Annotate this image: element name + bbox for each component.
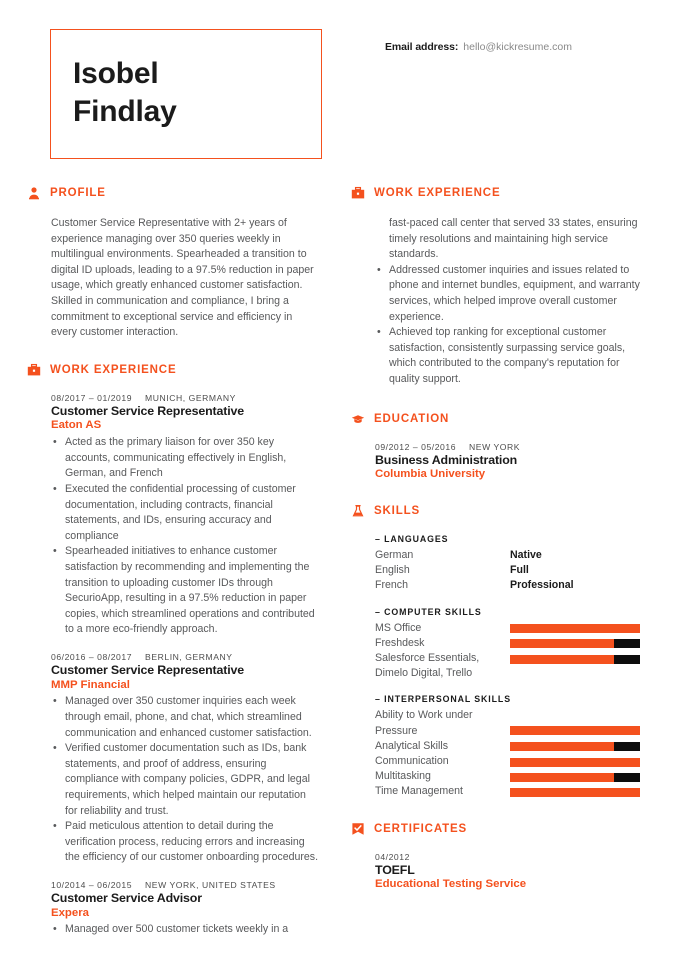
skill-group-title: – COMPUTER SKILLS: [375, 606, 482, 617]
section-skills-title: SKILLS: [374, 504, 420, 517]
work-entry: [51, 880, 321, 938]
resume-columns: [0, 186, 682, 952]
profile-text: Customer Service Representative with 2+ years of experience managing over 350 queries weekly in multilingual environments. Spearheaded a transition to digital ID uploads, leading to a 97.5% reduction in paper usage, which greatly enhanced customer satisfaction. Skilled in communication and compliance, I bring a commitment to exceptional service and efficiency in every customer interaction.: [51, 217, 314, 339]
skill-rating-bar: [510, 655, 640, 664]
skill-rating-fill: [510, 624, 640, 633]
list-item: • Addressed customer inquiries and issues related to phone and internet bundles, equipment, and warranty services, which helped improve overall customer experience.: [375, 263, 646, 325]
certificate-entry-title: TOEFL: [375, 862, 415, 877]
graduation-cap-icon: [351, 412, 365, 426]
section-certificates-title: CERTIFICATES: [374, 822, 468, 835]
work-entry-dates: 06/2016 – 08/2017: [51, 651, 133, 662]
work-entry-bullets: [51, 694, 321, 866]
work-entry-location: MUNICH, GERMANY: [145, 392, 236, 403]
education-entry-location: NEW YORK: [469, 441, 521, 452]
section-work-left-title: WORK EXPERIENCE: [50, 363, 177, 376]
skill-label: MS Office: [375, 621, 422, 634]
work-entry-location: BERLIN, GERMANY: [145, 651, 233, 662]
skill-label: Ability to Work under Pressure: [375, 709, 473, 737]
education-entry: [375, 442, 646, 482]
section-education-title: EDUCATION: [374, 412, 450, 425]
section-work-experience-left: [27, 363, 325, 938]
certificate-entry-organization: Educational Testing Service: [375, 878, 527, 891]
skill-rating-fill: [510, 788, 640, 797]
last-name: Findlay: [73, 95, 177, 129]
skill-row: [375, 739, 646, 754]
skill-rating-fill: [510, 639, 614, 648]
section-skills-body: [351, 534, 650, 800]
right-column: [341, 186, 682, 952]
section-profile-head: [27, 186, 325, 200]
work-continuation-text: fast-paced call center that served 33 states, ensuring timely resolutions and maintaining high service standards.: [389, 217, 638, 261]
education-entry-meta: [375, 442, 646, 452]
skill-label: Communication: [375, 755, 449, 768]
contact-email-label: Email address:: [384, 41, 459, 53]
user-icon: [27, 186, 41, 200]
work-entry-bullets: [51, 922, 321, 938]
work-entry-title: Customer Service Advisor: [51, 890, 202, 905]
skill-row: [375, 563, 646, 578]
skill-group-languages: [375, 534, 646, 594]
contact-email-value[interactable]: hello@kickresume.com: [463, 41, 572, 53]
education-entry-dates: 09/2012 – 05/2016: [375, 441, 457, 452]
list-item: • Achieved top ranking for exceptional customer satisfaction, consistently surpassing service goals, which contributed to the company's reputation for quality support.: [375, 325, 646, 387]
work-entry: [51, 393, 321, 638]
education-entry-title: Business Administration: [375, 452, 518, 467]
skill-row: [375, 578, 646, 593]
work-entry-dates: 08/2017 – 01/2019: [51, 392, 133, 403]
skill-rating-bar: [510, 624, 640, 633]
work-entry-organization: Eaton AS: [51, 419, 102, 432]
list-item: • Paid meticulous attention to detail during the verification process, reducing errors and increasing the efficiency of our customer onboarding procedures.: [51, 819, 321, 866]
skill-group-title: – INTERPERSONAL SKILLS: [375, 694, 511, 705]
skill-rating-fill: [510, 773, 614, 782]
skill-label: Salesforce Essentials, Dimelo Digital, Trello: [375, 652, 480, 680]
skill-rating-bar: [510, 788, 640, 797]
skill-rating-bar: [510, 639, 640, 648]
section-profile-body: [27, 216, 325, 341]
first-name: Isobel: [73, 57, 159, 90]
contact-email: [385, 41, 572, 53]
work-entry-organization: Expera: [51, 906, 89, 919]
skill-label: German: [375, 548, 414, 561]
flask-icon: [351, 504, 365, 518]
briefcase-icon: [351, 186, 365, 200]
skill-row: [375, 784, 646, 799]
skill-label: Freshdesk: [375, 636, 425, 649]
skill-label: Multitasking: [375, 770, 431, 783]
work-continuation-bullets: [375, 216, 646, 388]
work-entry-title: Customer Service Representative: [51, 403, 245, 418]
section-work-right-body: [351, 216, 650, 388]
skill-rating-bar: [510, 726, 640, 735]
name-box: [50, 29, 322, 159]
section-profile-title: PROFILE: [50, 187, 106, 199]
skill-row: [375, 621, 646, 636]
section-education: [351, 412, 650, 482]
skill-rating-bar: [510, 758, 640, 767]
checkbox-checked-icon: [351, 822, 365, 836]
briefcase-icon: [27, 363, 41, 377]
work-entry-bullets: [51, 435, 321, 638]
work-entry-dates: 10/2014 – 06/2015: [51, 879, 133, 890]
certificate-entry-dates: 04/2012: [375, 851, 410, 862]
work-entry-meta: [51, 393, 321, 403]
resume-header: [0, 0, 682, 150]
work-entry-meta: [51, 880, 321, 890]
skill-level: Full: [510, 564, 529, 577]
section-work-left-head: [27, 363, 325, 377]
skill-rating-fill: [510, 742, 614, 751]
education-entry-organization: Columbia University: [375, 468, 486, 481]
skill-row: [375, 708, 646, 738]
skill-group-interpersonal: [375, 694, 646, 799]
section-certificates-head: [351, 822, 650, 836]
skill-rating-bar: [510, 773, 640, 782]
skill-row: [375, 636, 646, 651]
list-item: • Managed over 350 customer inquiries each week through email, phone, and chat, which streamlined communication and enhanced customer satisfaction.: [51, 694, 321, 741]
certificate-entry: [375, 852, 646, 892]
skill-rating-fill: [510, 655, 614, 664]
skill-rating-fill: [510, 758, 640, 767]
skill-rating-bar: [510, 742, 640, 751]
skill-row: [375, 769, 646, 784]
skill-label: Analytical Skills: [375, 739, 449, 752]
skill-row: [375, 651, 646, 681]
skill-label: English: [375, 564, 410, 577]
skill-level: Native: [510, 548, 542, 561]
section-work-right-title: WORK EXPERIENCE: [374, 187, 501, 199]
list-item: • Verified customer documentation such as IDs, bank statements, and proof of address, ensuring compliance with company policies, GDPR, and legal requirements, which helped maintain our reputation for reliability and trust.: [51, 741, 321, 819]
work-entry-meta: [51, 652, 321, 662]
list-item: • Spearheaded initiatives to enhance customer satisfaction by recommending and implementing the transition to uploading customer IDs through SecurioApp, resulting in a 97.5% reduction in paper copies, which streamlined operations and contributed to a more eco-friendly approach.: [51, 544, 321, 638]
work-entry-organization: MMP Financial: [51, 678, 130, 691]
skill-label: French: [375, 579, 408, 592]
section-education-head: [351, 412, 650, 426]
section-work-experience-right: [351, 186, 650, 388]
work-entry: [51, 652, 321, 866]
skill-group-computer: [375, 607, 646, 682]
section-skills-head: [351, 504, 650, 518]
skill-row: [375, 548, 646, 563]
list-item: • Acted as the primary liaison for over 350 key accounts, communicating effectively in English, German, and French: [51, 435, 321, 482]
list-item: • Managed over 500 customer tickets weekly in a: [51, 922, 321, 938]
section-work-left-body: [27, 393, 325, 938]
skill-rating-fill: [510, 726, 640, 735]
skill-group-title: – LANGUAGES: [375, 533, 449, 544]
section-certificates: [351, 822, 650, 892]
section-profile: [27, 186, 325, 341]
work-entry-location: NEW YORK, UNITED STATES: [145, 879, 276, 890]
left-column: [0, 186, 341, 952]
work-entry-title: Customer Service Representative: [51, 662, 245, 677]
section-work-right-head: [351, 186, 650, 200]
section-skills: [351, 504, 650, 800]
list-item: • Executed the confidential processing of customer documentation, including contracts, financial statements, and IDs, ensuring accuracy and compliance: [51, 482, 321, 544]
skill-row: [375, 754, 646, 769]
skill-label: Time Management: [375, 785, 463, 798]
section-education-body: [351, 442, 650, 482]
section-certificates-body: [351, 852, 650, 892]
skill-level: Professional: [510, 579, 574, 592]
